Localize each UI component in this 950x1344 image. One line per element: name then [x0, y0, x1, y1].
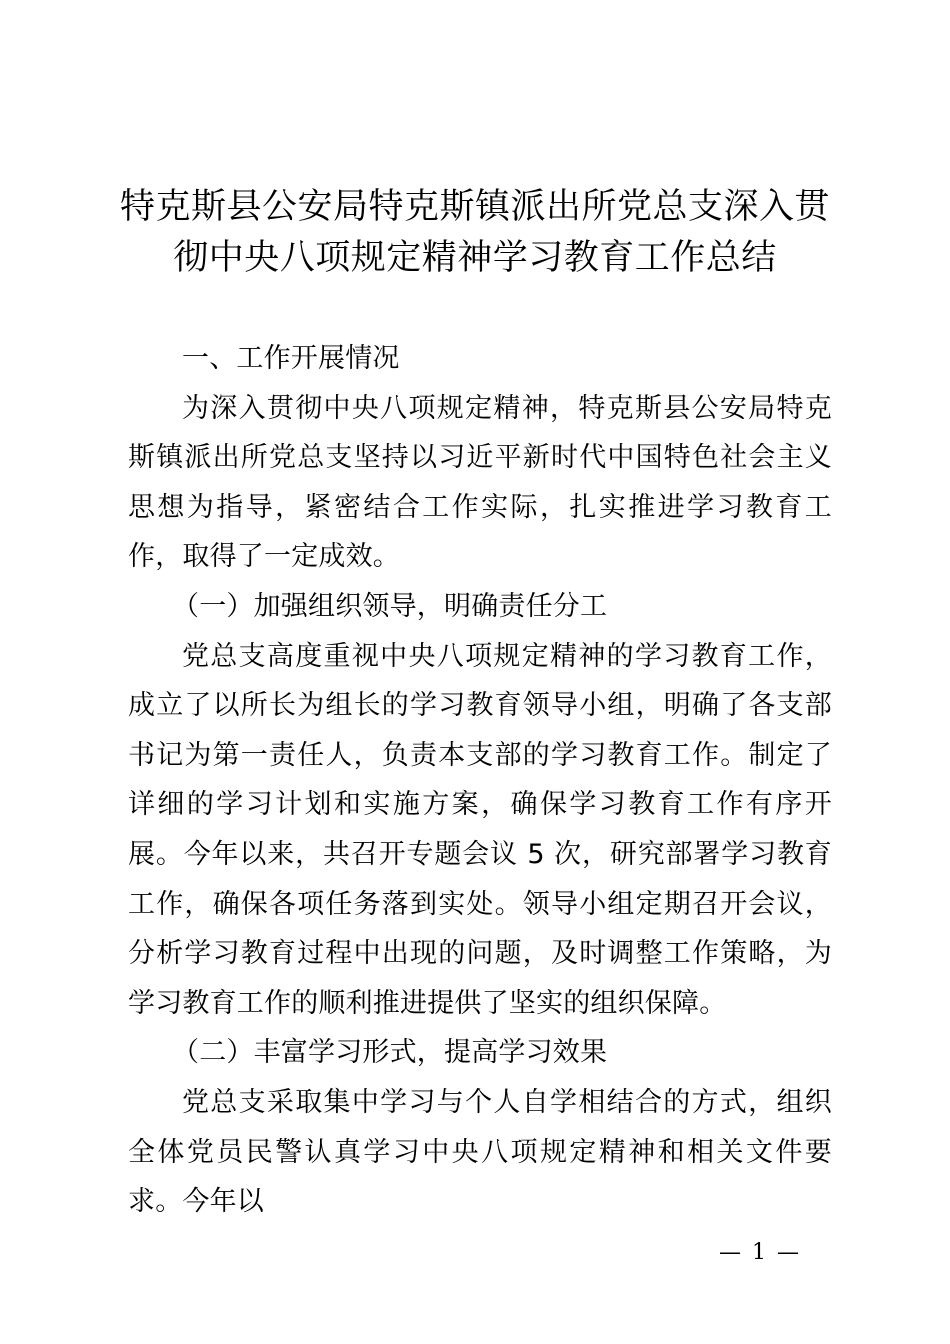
section-subheading: （二）丰富学习形式，提高学习效果 — [172, 1037, 608, 1069]
document-title: 特克斯县公安局特克斯镇派出所党总支深入贯彻中央八项规定精神学习教育工作总结 — [119, 187, 830, 278]
document-body — [128, 334, 832, 1227]
body-paragraph: 党总支高度重视中央八项规定精神的学习教育工作，成立了以所长为组长的学习教育领导小组，明确了各支部书记为第一责任人，负责本支部的学习教育工作。制定了详细的学习计划和实施方案，确保学习教育工作有序开展。今年以来，共召开专题会议 5 次，研究部署学习教育工作，确保各项任务落到实处。领导小组定期召开会议，分析学习教育过程中出现的问题，及时调整工作策略，为学习教育工作的顺利推进提供了坚实的组织保障。 — [128, 640, 832, 1019]
body-paragraph: 为深入贯彻中央八项规定精神，特克斯县公安局特克斯镇派出所党总支坚持以习近平新时代中国特色社会主义思想为指导，紧密结合工作实际，扎实推进学习教育工作，取得了一定成效。 — [128, 392, 832, 573]
body-paragraph: 党总支采取集中学习与个人自学相结合的方式，组织全体党员民警认真学习中央八项规定精神和相关文件要求。今年以 — [128, 1086, 832, 1218]
section-subheading: （一）加强组织领导，明确责任分工 — [172, 590, 608, 622]
page-number: — 1 — — [719, 1240, 801, 1265]
section-heading: 一、工作开展情况 — [182, 343, 400, 374]
